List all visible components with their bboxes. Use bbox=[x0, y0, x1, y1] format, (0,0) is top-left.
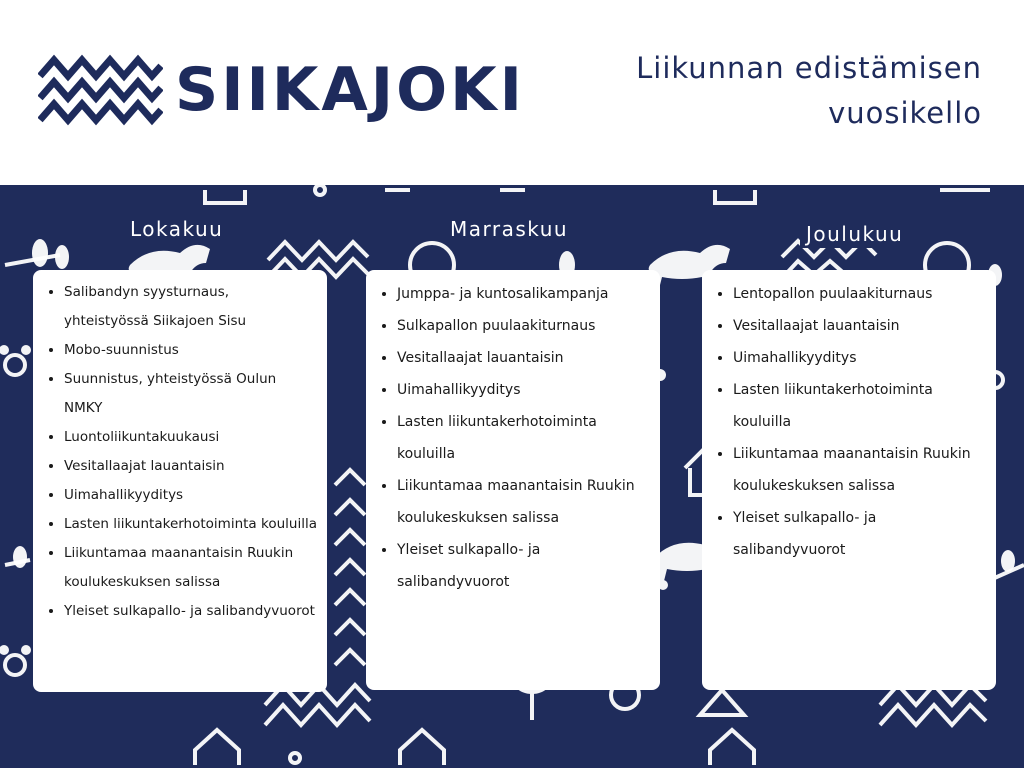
activity-list bbox=[366, 270, 660, 598]
list-item: • Luontoliikuntakuukausi bbox=[64, 423, 317, 452]
list-item: • Lasten liikuntakerhotoiminta kouluilla bbox=[64, 510, 317, 539]
month-card-marraskuu bbox=[366, 270, 660, 690]
page-title-line-1: Liikunnan edistämisen bbox=[636, 51, 982, 85]
month-card-joulukuu bbox=[702, 270, 996, 690]
month-title-marraskuu: Marraskuu bbox=[444, 215, 574, 243]
list-item: • Yleiset sulkapallo- ja salibandyvuorot bbox=[397, 534, 650, 598]
list-item: • Sulkapallon puulaakiturnaus bbox=[397, 310, 650, 342]
page-title-line-2: vuosikello bbox=[828, 96, 982, 130]
list-item: • Salibandyn syysturnaus, yhteistyössä Siikajoen Sisu bbox=[64, 278, 317, 336]
list-item: • Jumppa- ja kuntosalikampanja bbox=[397, 278, 650, 310]
list-item: • Uimahallikyyditys bbox=[64, 481, 317, 510]
page-title bbox=[636, 46, 982, 136]
siikajoki-wave-logo-icon bbox=[38, 52, 163, 127]
list-item: • Liikuntamaa maanantaisin Ruukin koulukeskuksen salissa bbox=[64, 539, 317, 597]
list-item: • Liikuntamaa maanantaisin Ruukin koulukeskuksen salissa bbox=[733, 438, 986, 502]
list-item: • Lasten liikuntakerhotoiminta kouluilla bbox=[397, 406, 650, 470]
calendar-band bbox=[0, 185, 1024, 768]
list-item: • Lentopallon puulaakiturnaus bbox=[733, 278, 986, 310]
activity-list bbox=[702, 270, 996, 566]
activity-list bbox=[33, 270, 327, 626]
list-item: • Uimahallikyyditys bbox=[397, 374, 650, 406]
list-item: • Yleiset sulkapallo- ja salibandyvuorot bbox=[64, 597, 317, 626]
list-item: • Lasten liikuntakerhotoiminta kouluilla bbox=[733, 374, 986, 438]
list-item: • Liikuntamaa maanantaisin Ruukin koulukeskuksen salissa bbox=[397, 470, 650, 534]
month-title-joulukuu: Joulukuu bbox=[800, 220, 909, 248]
month-card-lokakuu bbox=[33, 270, 327, 692]
month-title-lokakuu: Lokakuu bbox=[124, 215, 229, 243]
list-item: • Vesitallaajat lauantaisin bbox=[397, 342, 650, 374]
list-item: • Mobo-suunnistus bbox=[64, 336, 317, 365]
list-item: • Vesitallaajat lauantaisin bbox=[64, 452, 317, 481]
list-item: • Suunnistus, yhteistyössä Oulun NMKY bbox=[64, 365, 317, 423]
header bbox=[0, 0, 1024, 185]
list-item: • Vesitallaajat lauantaisin bbox=[733, 310, 986, 342]
list-item: • Uimahallikyyditys bbox=[733, 342, 986, 374]
brand-name: SIIKAJOKI bbox=[175, 55, 525, 125]
list-item: • Yleiset sulkapallo- ja salibandyvuorot bbox=[733, 502, 986, 566]
